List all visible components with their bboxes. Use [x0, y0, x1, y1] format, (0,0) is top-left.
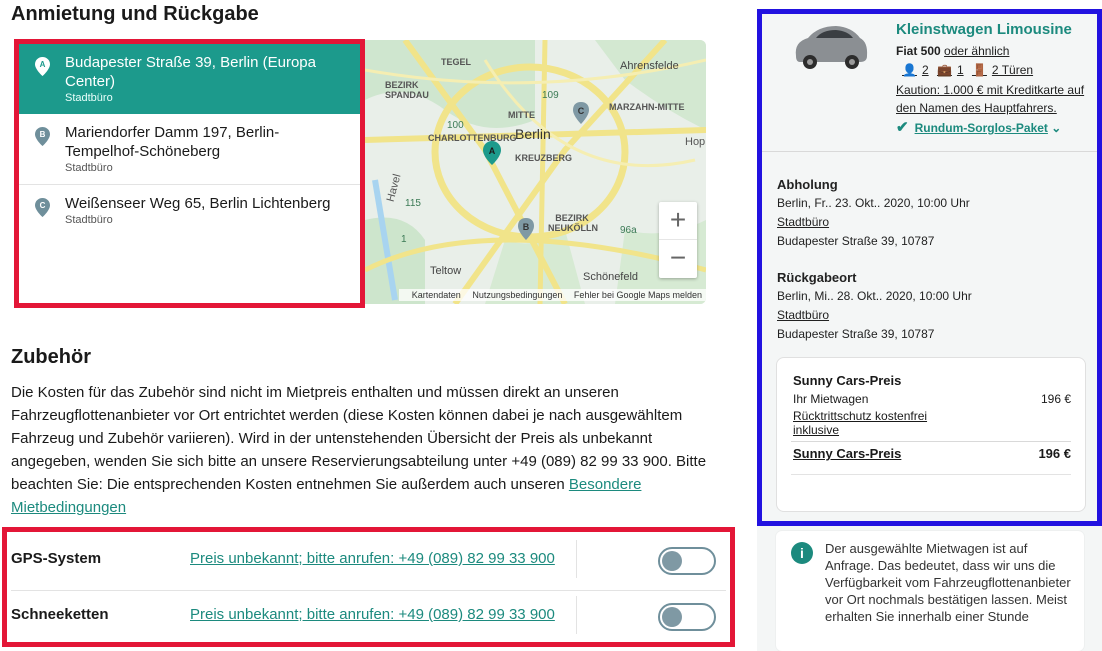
map-label: Hop — [685, 136, 706, 148]
map-label: TEGEL — [441, 57, 472, 67]
location-address: Mariendorfer Damm 197, Berlin-Tempelhof-Schöneberg — [65, 124, 280, 160]
rental-section-title: Anmietung und Rückgabe — [11, 3, 259, 25]
svg-text:A: A — [488, 146, 496, 156]
door-icon: 🚪 — [971, 63, 987, 77]
divider — [576, 596, 577, 634]
location-type: Stadtbüro — [65, 92, 113, 104]
location-item-c[interactable] — [19, 185, 360, 236]
map-road-label: 109 — [542, 90, 559, 101]
total-label[interactable]: Sunny Cars-Preis — [793, 446, 902, 461]
bags-count: 1 — [956, 63, 964, 77]
accessories-title: Zubehör — [11, 346, 91, 368]
location-list — [14, 39, 365, 308]
availability-info-box — [776, 531, 1084, 651]
location-address: Weißenseer Weg 65, Berlin Lichtenberg — [65, 195, 331, 212]
seats-count: 2 — [921, 63, 929, 77]
package-dropdown[interactable] — [896, 118, 1061, 136]
gps-toggle[interactable] — [658, 547, 716, 575]
accessories-text: Die Kosten für das Zubehör sind nicht im Mietpreis enthalten und müssen direkt an unseren Fahrzeugflottenanbieter vor Ort entrichtet werden (diese Kosten können dabei je nach ausgewähltem Fahrzeug und Zubehör variieren). Wird in der untenstehenden Übersicht der Preis als unbekannt angegeben, wenden Sie sich bitte an unsere Reservierungsabteilung unter +49 (089) 82 99 33 900. Bitte beachten Sie: Die entsprechenden Kosten entnehmen Sie außerdem auch unseren — [11, 384, 707, 493]
map-report-link[interactable]: Fehler bei Google Maps melden — [573, 290, 702, 300]
total-value: 196 € — [1038, 446, 1071, 461]
divider — [576, 540, 577, 578]
map-zoom-control — [659, 202, 697, 278]
rental-conditions-link[interactable]: Besondere Mietbedingungen — [11, 476, 642, 516]
car-model: Fiat 500 oder ähnlich — [896, 44, 1010, 58]
zoom-out-button[interactable]: − — [669, 242, 687, 273]
pickup-details — [777, 175, 970, 251]
return-address: Budapester Straße 39, 10787 — [777, 327, 935, 341]
map-road-label: 100 — [447, 120, 464, 131]
check-icon: ✔ — [896, 119, 909, 136]
map-terms-link[interactable]: Nutzungsbedingungen — [472, 290, 563, 300]
person-icon: 👤 — [902, 63, 917, 77]
return-details — [777, 268, 972, 344]
pickup-address: Budapester Straße 39, 10787 — [777, 234, 935, 248]
pickup-type-link[interactable]: Stadtbüro — [777, 215, 830, 229]
return-type-link[interactable]: Stadtbüro — [777, 308, 830, 322]
svg-text:B: B — [39, 130, 46, 139]
map-label: Schönefeld — [583, 271, 639, 283]
availability-info-text: Der ausgewählte Mietwagen ist auf Anfrage. Das bedeutet, dass wir uns die Verfügbarkeit vom Fahrzeugflottenanbieter vor Ort nochmals bestätigen lassen. Meist erhalten Sie innerhalb einer Stunde — [825, 541, 1071, 624]
map-label: BEZIRK NEUKÖLLN — [548, 213, 598, 233]
car-specs — [902, 63, 1038, 77]
car-image — [790, 20, 870, 72]
map-footer — [399, 289, 706, 301]
accessory-price-link[interactable]: Preis unbekannt; bitte anrufen: +49 (089) 82 99 33 900 — [190, 550, 555, 567]
divider — [791, 441, 1071, 442]
deposit-info[interactable]: Kaution: 1.000 € mit Kreditkarte auf den Namen des Hauptfahrers. — [896, 83, 1085, 115]
rental-label: Ihr Mietwagen — [793, 392, 869, 406]
accessory-price-link[interactable]: Preis unbekannt; bitte anrufen: +49 (089) 82 99 33 900 — [190, 606, 555, 623]
accessories-description — [11, 381, 711, 519]
accessory-name: Schneeketten — [11, 606, 109, 623]
accessories-list — [2, 527, 735, 647]
map-label: CHARLOTTENBURG — [428, 133, 517, 143]
pin-c-icon — [35, 198, 50, 217]
location-item-a[interactable] — [19, 44, 360, 114]
car-class: Kleinstwagen Limousine — [896, 21, 1072, 38]
zoom-in-button[interactable]: + — [659, 202, 697, 240]
map-label: MITTE — [508, 110, 535, 120]
accessory-row-snowchains — [11, 590, 726, 642]
cancellation-protection-link[interactable]: Rücktrittschutz kostenfrei inklusive — [793, 409, 928, 437]
accessory-name: GPS-System — [11, 550, 102, 567]
accessory-row-gps — [11, 534, 726, 586]
location-type: Stadtbüro — [65, 214, 113, 226]
price-title: Sunny Cars-Preis — [793, 373, 902, 388]
toggle-knob — [662, 551, 682, 571]
map-label: Havel — [384, 172, 404, 204]
chevron-down-icon: ⌄ — [1051, 121, 1062, 135]
map-label: MARZAHN-MITTE — [609, 102, 685, 112]
location-type: Stadtbüro — [65, 162, 113, 174]
luggage-icon: 💼 — [936, 63, 952, 77]
svg-text:B: B — [522, 222, 530, 232]
pickup-title: Abholung — [777, 177, 838, 192]
map[interactable] — [365, 40, 706, 304]
snowchains-toggle[interactable] — [658, 603, 716, 631]
price-card — [776, 357, 1086, 512]
package-label: Rundum-Sorglos-Paket — [914, 121, 1048, 135]
pin-a-icon — [35, 57, 50, 76]
divider — [791, 474, 1071, 475]
location-address: Budapester Straße 39, Berlin (Europa Center) — [65, 54, 316, 90]
map-label: Teltow — [430, 265, 462, 277]
map-data-link[interactable]: Kartendaten — [411, 290, 461, 300]
svg-text:A: A — [39, 60, 46, 69]
location-item-b[interactable] — [19, 114, 360, 185]
return-title: Rückgabeort — [777, 270, 857, 285]
map-road-label: 96a — [620, 225, 637, 236]
booking-summary — [757, 9, 1102, 526]
map-road-label: 1 — [401, 234, 407, 245]
pickup-datetime: Berlin, Fr.. 23. Okt.. 2020, 10:00 Uhr — [777, 196, 970, 210]
map-label: Ahrensfelde — [620, 60, 679, 72]
divider — [762, 151, 1097, 152]
rental-value: 196 € — [1040, 392, 1071, 406]
map-road-label: 115 — [405, 198, 421, 209]
return-datetime: Berlin, Mi.. 28. Okt.. 2020, 10:00 Uhr — [777, 289, 972, 303]
info-icon: i — [791, 542, 813, 564]
doors-count: 2 Türen — [991, 63, 1034, 77]
map-label: KREUZBERG — [515, 153, 573, 163]
map-label: Berlin — [515, 126, 551, 142]
svg-text:C: C — [39, 201, 46, 210]
toggle-knob — [662, 607, 682, 627]
map-label: BEZIRK SPANDAU — [385, 80, 429, 100]
pin-b-icon — [35, 127, 50, 146]
svg-text:C: C — [577, 106, 585, 116]
